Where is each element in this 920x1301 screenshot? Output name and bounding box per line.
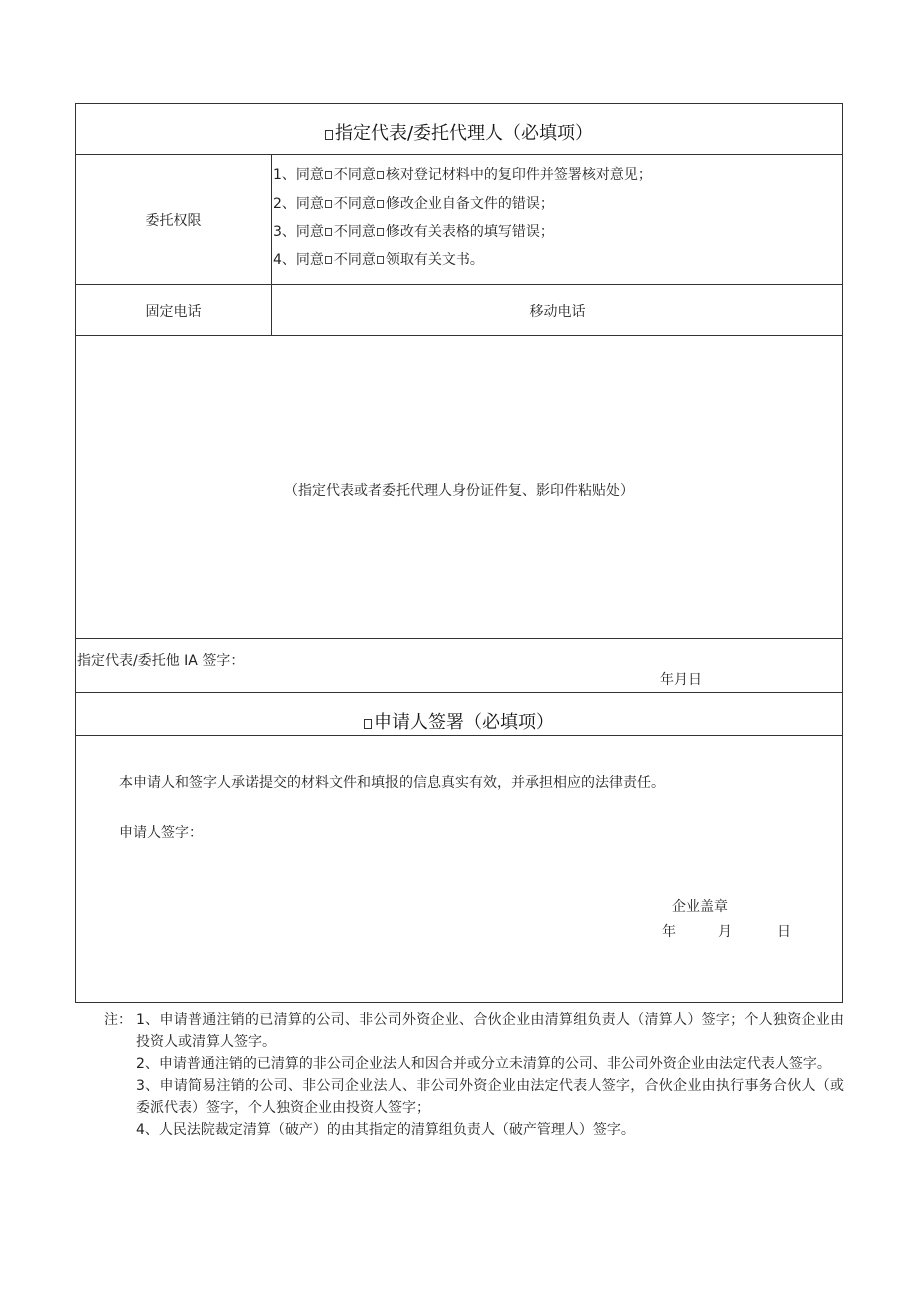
section-checkbox[interactable] xyxy=(325,130,333,140)
mobile-phone-label: 移动电话 xyxy=(529,304,586,320)
registration-form xyxy=(75,103,843,1003)
divider xyxy=(76,692,842,693)
section-checkbox[interactable] xyxy=(364,719,372,729)
applicant-signature-label: 申请人签字： xyxy=(119,825,203,841)
fixed-phone-label: 固定电话 xyxy=(145,304,202,320)
divider xyxy=(76,638,842,639)
disagree-checkbox[interactable] xyxy=(377,228,384,236)
agree-checkbox[interactable] xyxy=(325,228,332,236)
note-item: 3、申请简易注销的公司、非公司企业法人、非公司外资企业由法定代表人签字，合伙企业由执行事务合伙人（或委派代表）签字，个人独资企业由投资人签字； xyxy=(136,1078,844,1116)
delegate-section-title: 指定代表/委托代理人（必填项） xyxy=(76,119,842,145)
delegate-date-label: 年月日 xyxy=(660,672,702,688)
applicant-section-title: 申请人签署（必填项） xyxy=(76,708,842,734)
seal-label: 企业盖章 xyxy=(672,899,728,915)
id-copy-placeholder: （指定代表或者委托代理人身份证件复、影印件粘贴处） xyxy=(284,483,634,499)
disagree-checkbox[interactable] xyxy=(377,256,384,264)
agree-checkbox[interactable] xyxy=(325,256,332,264)
delegate-signature-label: 指定代表/委托他 IA 签字： xyxy=(77,653,245,669)
agree-checkbox[interactable] xyxy=(325,171,332,179)
notes-prefix: 注： xyxy=(104,1012,132,1028)
date-month: 月 xyxy=(718,924,732,940)
note-item: 注： 1、申请普通注销的已清算的公司、非公司外资企业、合伙企业由清算组负责人（清算人）签字；个人独资企业由投资人或清算人签字。 xyxy=(104,1009,844,1053)
divider xyxy=(76,335,842,336)
note-item: 4、人民法院裁定清算（破产）的由其指定的清算组负责人（破产管理人）签字。 xyxy=(136,1122,635,1138)
divider xyxy=(76,154,842,155)
authority-item: 3、同意 不同意 修改有关表格的填写错误； xyxy=(273,224,554,240)
agree-checkbox[interactable] xyxy=(325,200,332,208)
disagree-checkbox[interactable] xyxy=(377,171,384,179)
date-day: 日 xyxy=(777,924,791,940)
notes xyxy=(104,1009,844,1141)
authority-item: 4、同意 不同意 领取有关文书。 xyxy=(273,252,484,268)
disagree-checkbox[interactable] xyxy=(377,200,384,208)
divider xyxy=(76,735,842,736)
authority-item: 2、同意 不同意 修改企业自备文件的错误； xyxy=(273,196,554,212)
note-item: 2、申请普通注销的已清算的非公司企业法人和因合并或分立未清算的公司、非公司外资企业由法定代表人签字。 xyxy=(136,1056,831,1072)
commitment-text: 本申请人和签字人承诺提交的材料文件和填报的信息真实有效，并承担相应的法律责任。 xyxy=(119,775,665,791)
divider xyxy=(76,284,842,285)
date-year: 年 xyxy=(662,924,676,940)
authority-label: 委托权限 xyxy=(145,213,202,229)
authority-item: 1、同意 不同意 核对登记材料中的复印件并签署核对意见； xyxy=(273,167,652,183)
